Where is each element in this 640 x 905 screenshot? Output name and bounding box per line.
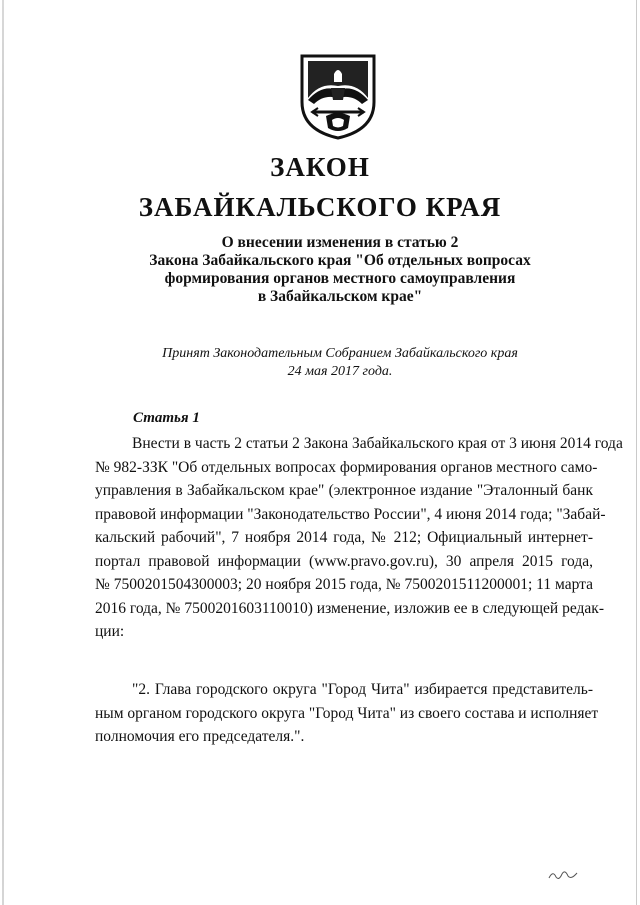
law-subtitle [100, 234, 580, 306]
adoption-note [100, 345, 580, 381]
coat-of-arms-emblem [298, 52, 378, 140]
paragraph-line: № 982-ЗЗК "Об отдельных вопросах формирования органов местного само- [95, 458, 598, 476]
paragraph-line: полномочия его председателя.". [95, 728, 305, 745]
paragraph-line: "2. Глава городского округа "Город Чита" избирается представитель- [132, 681, 593, 698]
scan-edge-left [2, 0, 4, 905]
paragraph-line: № 7500201504300003; 20 ноября 2015 года, № 7500201511200001; 11 марта [95, 576, 593, 593]
paragraph-line: 2016 года, № 7500201603110010) изменение, изложив ее в следующей редак- [95, 599, 604, 617]
subtitle-line: формирования органов местного самоуправления [164, 270, 516, 287]
paragraph-line: ным органом городского округа "Город Чита" из своего состава и исполняет [95, 704, 599, 722]
paragraph-line: правовой информации "Законодательство России", 4 июня 2014 года; "Забай- [95, 505, 606, 523]
subtitle-line: Закона Забайкальского края "Об отдельных вопросах [149, 252, 531, 269]
paragraph-line: портал правовой информации (www.pravo.gov.ru), 30 апреля 2015 года, [95, 552, 593, 570]
paragraph-line: ции: [95, 623, 125, 640]
article-heading: Статья 1 [133, 410, 200, 426]
subtitle-line: О внесении изменения в статью 2 [221, 234, 459, 251]
paragraph-line: кальский рабочий", 7 ноября 2014 года, № 212; Официальный интернет- [95, 529, 593, 546]
paragraph-line: управления в Забайкальском крае" (электронное издание "Эталонный банк [95, 482, 593, 499]
subtitle-line: в Забайкальском крае" [257, 288, 423, 305]
scan-edge-right [636, 0, 637, 905]
paragraph-line: Внести в часть 2 статьи 2 Закона Забайкальского края от 3 июня 2014 года [132, 435, 623, 452]
article-paragraph-2 [95, 678, 599, 749]
adoption-date: 24 мая 2017 года. [287, 364, 393, 379]
law-region-title: ЗАБАЙКАЛЬСКОГО КРАЯ [138, 192, 502, 222]
law-title: ЗАКОН [270, 152, 370, 182]
handwritten-mark [548, 868, 578, 882]
adoption-line: Принят Законодательным Собранием Забайкальского края [162, 346, 518, 361]
article-paragraph-1 [95, 432, 623, 644]
